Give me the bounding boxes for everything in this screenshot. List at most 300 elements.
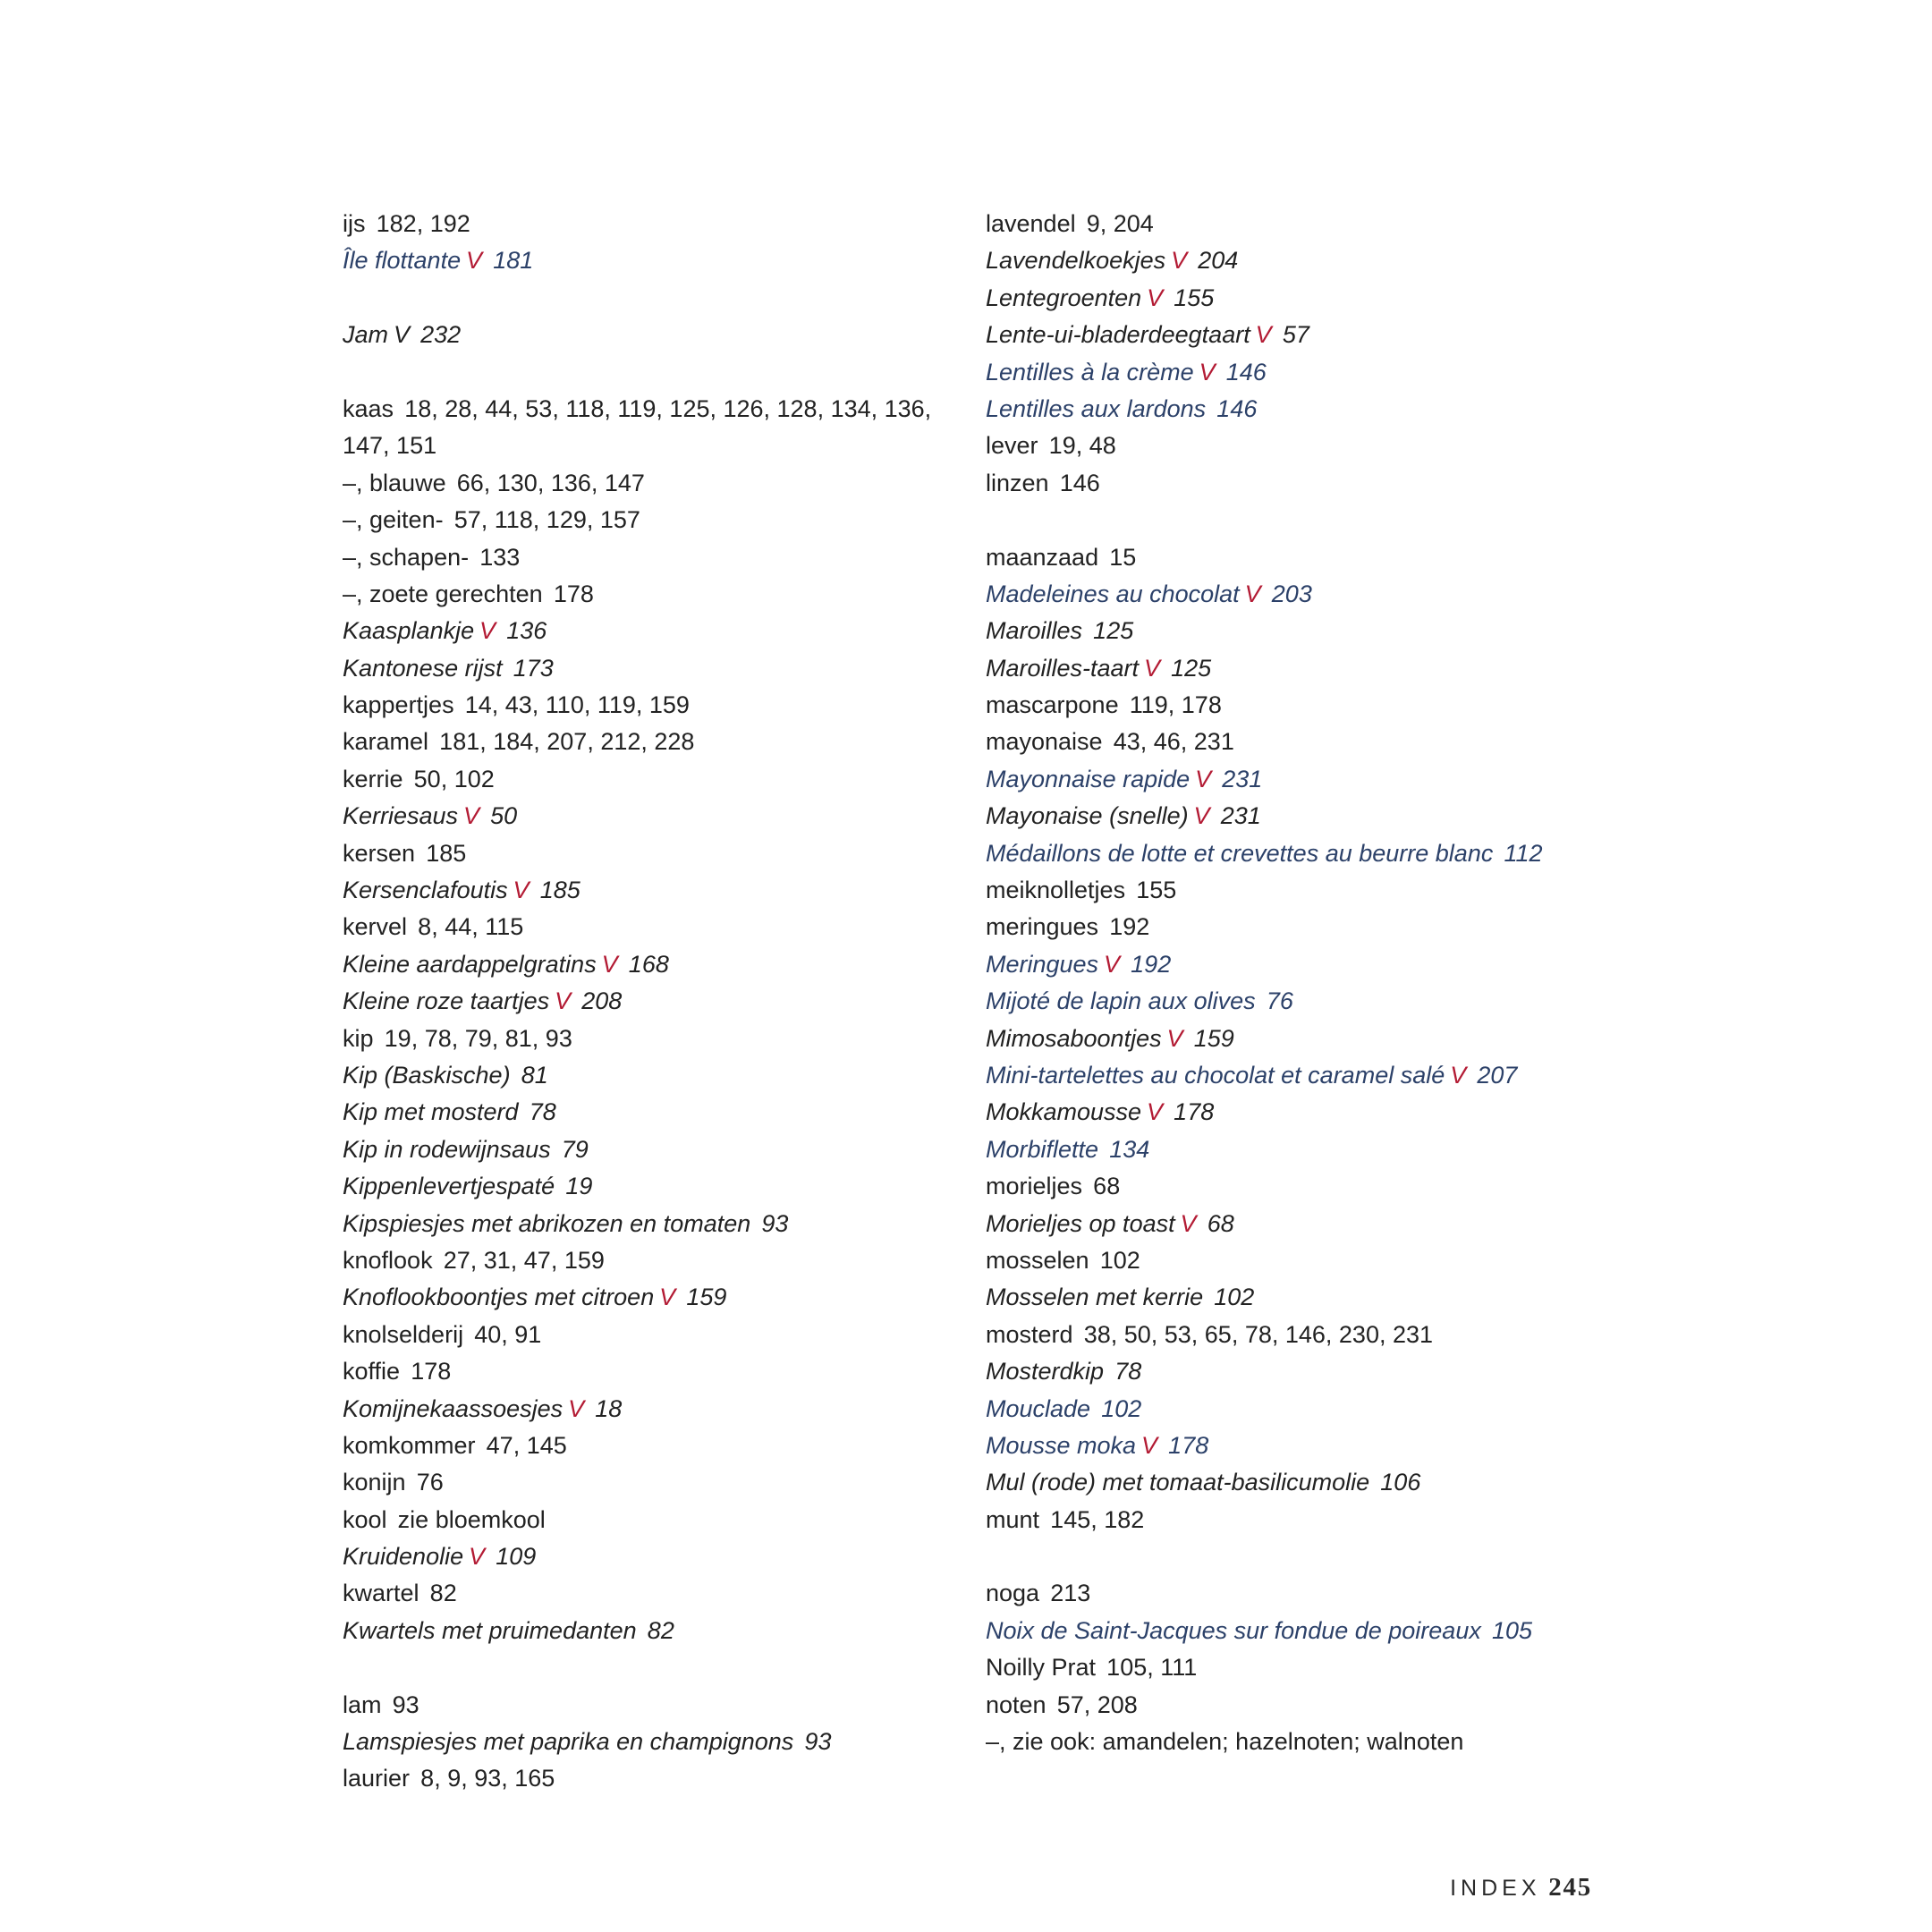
entry-pages: 182, 192 [376, 210, 470, 237]
entry-line [343, 1057, 960, 1094]
entry-term: noten [986, 1690, 1046, 1718]
vegetarian-marker: V [1147, 1098, 1164, 1126]
entry-term: lever [986, 432, 1038, 460]
entry-line [986, 946, 1791, 983]
entry-pages: 231 [1222, 765, 1263, 792]
entry-term: Lavendelkoekjes [986, 247, 1166, 275]
entry-term: Meringues [986, 950, 1099, 978]
entry-pages: zie bloemkool [397, 1505, 546, 1533]
entry-term: noga [986, 1580, 1040, 1607]
entry-pages: 192 [1109, 913, 1150, 941]
entry-pages: 185 [539, 877, 580, 904]
index-column-right [986, 206, 1791, 1760]
index-entry [343, 835, 960, 872]
entry-pages: 19, 78, 79, 81, 93 [384, 1024, 572, 1052]
index-entry [986, 1279, 1791, 1316]
vegetarian-marker: V [463, 802, 480, 830]
entry-term: kerrie [343, 765, 403, 792]
index-entry [343, 724, 960, 760]
index-entry [343, 1094, 960, 1131]
index-entry [986, 465, 1791, 502]
vegetarian-marker: V [555, 987, 572, 1015]
entry-term: Lentilles à la crème [986, 358, 1194, 386]
vegetarian-marker: V [1141, 1431, 1158, 1459]
entry-line [343, 242, 960, 279]
entry-term: Lente-ui-bladerdeegtaart [986, 321, 1250, 349]
entry-line [343, 650, 960, 687]
index-entry [986, 1057, 1791, 1094]
index-entry [986, 1391, 1791, 1428]
entry-line [986, 280, 1791, 317]
vegetarian-marker: V [469, 1543, 486, 1571]
entry-pages: 93 [804, 1728, 832, 1756]
index-entry [986, 1575, 1791, 1612]
letter-group [343, 391, 960, 1649]
index-entry [986, 872, 1791, 909]
entry-pages: 159 [1193, 1024, 1234, 1052]
entry-line [343, 687, 960, 724]
entry-line [343, 1131, 960, 1168]
entry-pages: 79 [561, 1135, 589, 1163]
entry-line [343, 835, 960, 872]
index-entry [343, 613, 960, 649]
index-entry [986, 1168, 1791, 1205]
entry-term: karamel [343, 728, 429, 756]
entry-pages: 78 [1114, 1358, 1142, 1385]
index-entry [343, 1353, 960, 1390]
entry-term: lavendel [986, 210, 1076, 237]
entry-pages: 136 [506, 617, 547, 645]
entry-term: Kwartels met pruimedanten [343, 1616, 637, 1644]
vegetarian-marker: V [1166, 1024, 1183, 1052]
index-entry [343, 539, 960, 576]
entry-term: Kaasplankje [343, 617, 475, 645]
entry-pages: 102 [1101, 1394, 1142, 1422]
index-entry [343, 761, 960, 798]
entry-line [986, 798, 1791, 835]
entry-pages: 14, 43, 110, 119, 159 [464, 691, 690, 719]
entry-pages: 168 [628, 950, 669, 978]
index-entry [986, 983, 1791, 1020]
entry-line [343, 1428, 960, 1464]
entry-line [343, 391, 960, 428]
entry-term: mosterd [986, 1320, 1073, 1348]
index-entry [343, 465, 960, 502]
entry-line [986, 650, 1791, 687]
entry-term: Mimosaboontjes [986, 1024, 1162, 1052]
entry-term: Mousse moka [986, 1431, 1137, 1459]
entry-pages: 76 [1266, 987, 1293, 1015]
vegetarian-marker: V [1147, 284, 1164, 311]
entry-pages: 43, 46, 231 [1113, 728, 1234, 756]
entry-term: Lentegroenten [986, 284, 1142, 311]
entry-term: Mayonaise (snelle) [986, 802, 1189, 830]
entry-term: Médaillons de lotte et crevettes au beurre blanc [986, 839, 1494, 867]
vegetarian-marker: V [1195, 765, 1212, 792]
entry-line [986, 1242, 1791, 1279]
entry-pages: 27, 31, 47, 159 [443, 1246, 605, 1274]
index-entry [986, 354, 1791, 391]
entry-pages: 82 [647, 1616, 674, 1644]
entry-line [986, 1206, 1791, 1242]
entry-pages: 125 [1171, 654, 1212, 682]
index-entry [986, 687, 1791, 724]
index-entry [343, 1538, 960, 1575]
index-entry [343, 1206, 960, 1242]
index-entry [986, 1094, 1791, 1131]
entry-pages: 173 [513, 654, 554, 682]
index-entry [343, 1428, 960, 1464]
entry-line [986, 983, 1791, 1020]
entry-line [986, 1613, 1791, 1649]
entry-term: Kip (Baskische) [343, 1061, 511, 1089]
entry-term: kersen [343, 839, 416, 867]
entry-pages: 81 [521, 1061, 548, 1089]
entry-pages: 178 [411, 1358, 452, 1385]
index-entry [343, 1760, 960, 1797]
entry-pages: 159 [686, 1284, 727, 1311]
index-entry [986, 242, 1791, 279]
entry-term: Île flottante [343, 247, 462, 275]
entry-line [343, 1538, 960, 1575]
index-entry [343, 391, 960, 465]
entry-line [986, 1279, 1791, 1316]
entry-pages: 9, 204 [1086, 210, 1154, 237]
entry-line [986, 687, 1791, 724]
entry-pages: 155 [1136, 877, 1177, 904]
entry-line [986, 1353, 1791, 1390]
entry-term: –, geiten- [343, 506, 444, 534]
index-entry [986, 724, 1791, 760]
entry-line [986, 1131, 1791, 1168]
entry-line [343, 1502, 960, 1538]
entry-term: maanzaad [986, 543, 1099, 571]
index-entry [986, 1131, 1791, 1168]
entry-line [986, 1502, 1791, 1538]
index-entry [343, 798, 960, 835]
entry-pages: 66, 130, 136, 147 [456, 469, 645, 496]
entry-term: kwartel [343, 1580, 419, 1607]
entry-term: Knoflookboontjes met citroen [343, 1284, 655, 1311]
entry-term: Maroilles-taart [986, 654, 1140, 682]
entry-pages: 15 [1109, 543, 1137, 571]
entry-term: Noix de Saint-Jacques sur fondue de poireaux [986, 1616, 1481, 1644]
vegetarian-marker: V [1180, 1209, 1197, 1237]
entry-line [343, 539, 960, 576]
vegetarian-marker: V [1143, 654, 1160, 682]
entry-pages: 146 [1225, 358, 1267, 386]
index-entry [986, 946, 1791, 983]
vegetarian-marker: V [1104, 950, 1121, 978]
entry-line [343, 613, 960, 649]
entry-pages: 40, 91 [474, 1320, 542, 1348]
entry-term: Kip in rodewijnsaus [343, 1135, 551, 1163]
entry-line [986, 242, 1791, 279]
entry-line [343, 724, 960, 760]
entry-line [986, 761, 1791, 798]
entry-pages: 134 [1109, 1135, 1150, 1163]
index-entry [986, 835, 1791, 872]
entry-line [986, 1021, 1791, 1057]
index-entry [986, 1687, 1791, 1724]
entry-pages: 185 [426, 839, 467, 867]
index-entry [986, 761, 1791, 798]
entry-term: Maroilles [986, 617, 1083, 645]
index-entry [343, 1279, 960, 1316]
entry-pages: 155 [1174, 284, 1215, 311]
section-label: INDEX [1450, 1876, 1541, 1901]
entry-line [986, 1094, 1791, 1131]
vegetarian-marker: V [1199, 358, 1216, 386]
entry-pages: 109 [496, 1543, 537, 1571]
index-entry [986, 317, 1791, 353]
index-entry [986, 1502, 1791, 1538]
entry-term: morieljes [986, 1173, 1083, 1200]
index-entry [986, 613, 1791, 649]
entry-term: konijn [343, 1469, 406, 1496]
entry-term: lam [343, 1690, 382, 1718]
entry-line [343, 798, 960, 835]
entry-pages: 105 [1491, 1616, 1533, 1644]
entry-term: mosselen [986, 1246, 1089, 1274]
page-footer [1450, 1873, 1592, 1909]
letter-group [343, 1687, 960, 1798]
vegetarian-marker: V [568, 1394, 585, 1422]
entry-term: –, zie ook: amandelen; hazelnoten; walnoten [986, 1728, 1464, 1756]
entry-term: kaas [343, 394, 394, 422]
index-entry [343, 317, 960, 353]
index-entry [986, 1428, 1791, 1464]
index-entry [986, 1724, 1791, 1760]
entry-term: Kip met mosterd [343, 1098, 519, 1126]
entry-line [986, 206, 1791, 242]
entry-pages: 178 [553, 580, 594, 607]
index-entry [986, 798, 1791, 835]
entry-line [343, 1760, 960, 1797]
entry-line [986, 835, 1791, 872]
index-entry [986, 576, 1791, 613]
entry-pages: 47, 145 [486, 1431, 567, 1459]
entry-term: Noilly Prat [986, 1654, 1097, 1682]
vegetarian-marker: V [1193, 802, 1210, 830]
index-entry [343, 1168, 960, 1205]
entry-term: munt [986, 1505, 1040, 1533]
entry-line [986, 1687, 1791, 1724]
entry-term: Kleine roze taartjes [343, 987, 550, 1015]
index-entry [986, 206, 1791, 242]
entry-pages: 204 [1198, 247, 1239, 275]
entry-line [343, 576, 960, 613]
entry-line [986, 391, 1791, 428]
entry-term: mascarpone [986, 691, 1119, 719]
index-entry [986, 1242, 1791, 1279]
entry-line [343, 317, 960, 353]
index-entry [986, 1464, 1791, 1501]
letter-group [986, 206, 1791, 502]
entry-line [986, 1317, 1791, 1353]
vegetarian-marker: V [479, 617, 496, 645]
index-entry [343, 687, 960, 724]
entry-term: Jam [343, 321, 389, 349]
entry-line [986, 1464, 1791, 1501]
entry-line [986, 724, 1791, 760]
index-entry [343, 1724, 960, 1760]
entry-term: Mosselen met kerrie [986, 1284, 1204, 1311]
entry-pages: 203 [1271, 580, 1312, 607]
index-entry [343, 1575, 960, 1612]
index-entry [343, 1131, 960, 1168]
letter-group [986, 539, 1791, 1539]
entry-pages: 146 [1216, 394, 1258, 422]
entry-term: Kippenlevertjespaté [343, 1173, 555, 1200]
entry-term: Morieljes op toast [986, 1209, 1175, 1237]
index-entry [343, 946, 960, 983]
entry-term: kappertjes [343, 691, 454, 719]
entry-term: Mosterdkip [986, 1358, 1105, 1385]
entry-line [343, 206, 960, 242]
entry-pages-continuation: 147, 151 [343, 432, 437, 460]
entry-term: koffie [343, 1358, 401, 1385]
index-entry [343, 983, 960, 1020]
entry-term: Kerriesaus [343, 802, 459, 830]
index-entry [343, 909, 960, 945]
index-entry [343, 1242, 960, 1279]
entry-term: Mini-tartelettes au chocolat et caramel salé [986, 1061, 1445, 1089]
entry-line [986, 1428, 1791, 1464]
entry-pages: 181 [493, 247, 534, 275]
vegetarian-marker: V [513, 877, 530, 904]
index-entry [986, 391, 1791, 428]
entry-term: knoflook [343, 1246, 433, 1274]
entry-line [986, 465, 1791, 502]
index-entry [986, 428, 1791, 464]
entry-pages: 68 [1207, 1209, 1234, 1237]
entry-pages: 18, 28, 44, 53, 118, 119, 125, 126, 128, 134, 136, [404, 394, 932, 422]
entry-pages: 78 [529, 1098, 556, 1126]
entry-line [986, 909, 1791, 945]
vegetarian-marker: V [1244, 580, 1261, 607]
entry-pages: 82 [429, 1580, 457, 1607]
entry-term: Kantonese rijst [343, 654, 503, 682]
entry-line [343, 1687, 960, 1724]
entry-pages: 38, 50, 53, 65, 78, 146, 230, 231 [1083, 1320, 1434, 1348]
index-entry [343, 1464, 960, 1501]
entry-line [343, 1021, 960, 1057]
entry-line [343, 1613, 960, 1649]
entry-line [343, 1279, 960, 1316]
vegetarian-marker: V [393, 321, 410, 349]
entry-line [986, 613, 1791, 649]
index-entry [343, 1317, 960, 1353]
entry-pages: 19 [565, 1173, 593, 1200]
entry-line [343, 1353, 960, 1390]
entry-line [343, 1317, 960, 1353]
entry-pages: 178 [1168, 1431, 1209, 1459]
entry-term: Lamspiesjes met paprika en champignons [343, 1728, 794, 1756]
entry-pages: 119, 178 [1129, 691, 1222, 719]
entry-line [343, 1575, 960, 1612]
entry-pages: 178 [1174, 1098, 1215, 1126]
entry-pages: 145, 182 [1050, 1505, 1145, 1533]
entry-term: Komijnekaassoesjes [343, 1394, 564, 1422]
index-entry [343, 872, 960, 909]
entry-term: Kruidenolie [343, 1543, 464, 1571]
entry-pages: 93 [761, 1209, 789, 1237]
index-entry [986, 1317, 1791, 1353]
entry-pages: 192 [1131, 950, 1172, 978]
entry-line [343, 946, 960, 983]
entry-line [343, 872, 960, 909]
entry-pages: 146 [1059, 469, 1100, 496]
entry-term: kervel [343, 913, 408, 941]
entry-term: meiknolletjes [986, 877, 1126, 904]
entry-term: komkommer [343, 1431, 476, 1459]
vegetarian-marker: V [1255, 321, 1272, 349]
index-entry [343, 242, 960, 279]
vegetarian-marker: V [659, 1284, 676, 1311]
entry-pages: 8, 9, 93, 165 [420, 1765, 555, 1792]
entry-line [986, 1575, 1791, 1612]
entry-pages: 112 [1504, 839, 1543, 867]
entry-line [343, 909, 960, 945]
index-entry [986, 650, 1791, 687]
index-entry [343, 576, 960, 613]
entry-line [343, 1464, 960, 1501]
entry-line [343, 761, 960, 798]
entry-pages: 93 [392, 1690, 419, 1718]
entry-term: knolselderij [343, 1320, 464, 1348]
entry-line [343, 1724, 960, 1760]
entry-term: Madeleines au chocolat [986, 580, 1240, 607]
entry-line [343, 983, 960, 1020]
entry-pages: 232 [420, 321, 462, 349]
entry-line [986, 539, 1791, 576]
index-entry [986, 280, 1791, 317]
entry-line [343, 1242, 960, 1279]
page-number: 245 [1548, 1873, 1592, 1902]
index-entry [343, 1613, 960, 1649]
entry-pages: 105, 111 [1106, 1654, 1198, 1682]
entry-line [343, 502, 960, 538]
index-entry [343, 1057, 960, 1094]
entry-line [986, 428, 1791, 464]
index-entry [343, 206, 960, 242]
entry-line [986, 1057, 1791, 1094]
entry-pages: 133 [479, 543, 521, 571]
entry-pages: 213 [1050, 1580, 1091, 1607]
index-entry [986, 909, 1791, 945]
index-entry [343, 502, 960, 538]
entry-pages: 106 [1380, 1469, 1421, 1496]
entry-pages: 207 [1477, 1061, 1518, 1089]
entry-line [343, 1168, 960, 1205]
entry-line [986, 872, 1791, 909]
index-entry [343, 1502, 960, 1538]
vegetarian-marker: V [601, 950, 618, 978]
entry-pages: 181, 184, 207, 212, 228 [439, 728, 695, 756]
entry-term: –, schapen- [343, 543, 470, 571]
entry-term: Lentilles aux lardons [986, 394, 1207, 422]
entry-term: kool [343, 1505, 387, 1533]
entry-term: Kipspiesjes met abrikozen en tomaten [343, 1209, 751, 1237]
entry-term: Mokkamousse [986, 1098, 1142, 1126]
entry-term: laurier [343, 1765, 411, 1792]
entry-term: Mijoté de lapin aux olives [986, 987, 1256, 1015]
entry-line [986, 576, 1791, 613]
entry-line [986, 317, 1791, 353]
entry-pages: 125 [1093, 617, 1134, 645]
entry-pages: 208 [581, 987, 623, 1015]
